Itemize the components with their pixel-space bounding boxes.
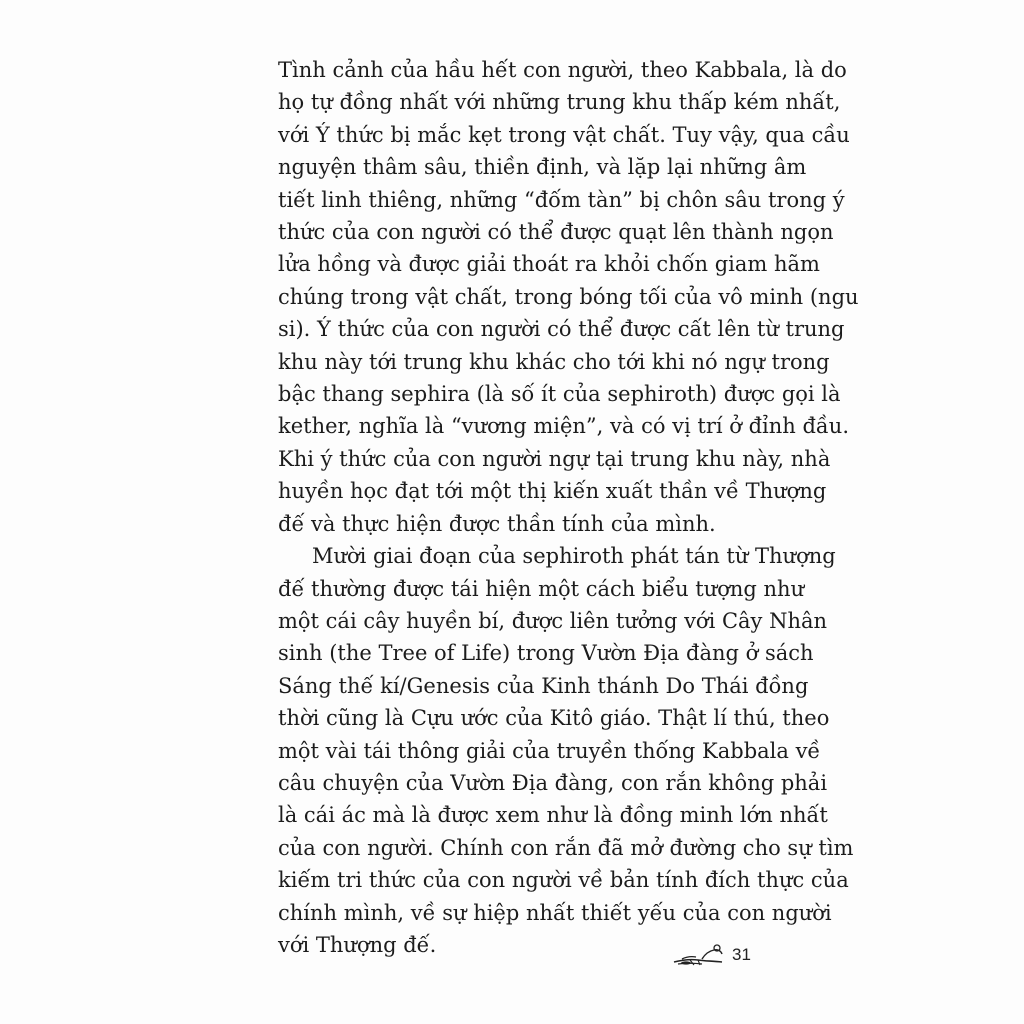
page-number: 31 (732, 945, 751, 964)
page-footer (672, 940, 751, 970)
text-line: đế và thực hiện được thần tính của mình. (278, 511, 716, 536)
text-line: Khi ý thức của con người ngự tại trung khu này, nhà (278, 446, 831, 471)
text-line: si). Ý thức của con người có thể được cất lên từ trung (278, 317, 845, 342)
text-line: sinh (the Tree of Life) trong Vườn Địa đàng ở sách (278, 641, 814, 666)
text-line: của con người. Chính con rắn đã mở đường cho sự tìm (278, 835, 854, 860)
text-line: khu này tới trung khu khác cho tới khi nó ngự trong (278, 349, 830, 374)
text-line: tiết linh thiêng, những “đốm tàn” bị chôn sâu trong ý (278, 187, 845, 212)
text-line: câu chuyện của Vườn Địa đàng, con rắn không phải (278, 770, 828, 795)
body-text (278, 54, 859, 961)
text-line: chúng trong vật chất, trong bóng tối của vô minh (ngu (278, 284, 859, 309)
text-line: với Thượng đế. (278, 932, 437, 957)
reclining-figure-icon (672, 942, 728, 968)
text-line: Sáng thế kí/Genesis của Kinh thánh Do Thái đồng (278, 673, 809, 698)
text-line: bậc thang sephira (là số ít của sephiroth) được gọi là (278, 382, 841, 407)
text-line: thức của con người có thể được quạt lên thành ngọn (278, 220, 834, 245)
paragraph-2 (278, 540, 854, 961)
text-line: với Ý thức bị mắc kẹt trong vật chất. Tuy vậy, qua cầu (278, 122, 850, 147)
text-line: là cái ác mà là được xem như là đồng minh lớn nhất (278, 803, 828, 828)
text-line: chính mình, về sự hiệp nhất thiết yếu của con người (278, 900, 832, 925)
text-line: lửa hồng và được giải thoát ra khỏi chốn giam hãm (278, 252, 820, 277)
text-line: huyền học đạt tới một thị kiến xuất thần về Thượng (278, 479, 827, 504)
text-line: nguyện thâm sâu, thiền định, và lặp lại những âm (278, 155, 807, 180)
text-line: kiếm tri thức của con người về bản tính đích thực của (278, 868, 849, 893)
paragraph-1 (278, 54, 859, 540)
text-line: Mười giai đoạn của sephiroth phát tán từ Thượng (312, 544, 836, 569)
text-line: thời cũng là Cựu ước của Kitô giáo. Thật lí thú, theo (278, 706, 830, 731)
text-line: họ tự đồng nhất với những trung khu thấp kém nhất, (278, 90, 841, 115)
text-line: đế thường được tái hiện một cách biểu tượng như (278, 576, 805, 601)
text-line: kether, nghĩa là “vương miện”, và có vị trí ở đỉnh đầu. (278, 414, 849, 439)
text-line: Tình cảnh của hầu hết con người, theo Kabbala, là do (278, 58, 847, 82)
text-line: một cái cây huyền bí, được liên tưởng với Cây Nhân (278, 608, 828, 633)
text-line: một vài tái thông giải của truyền thống Kabbala về (278, 738, 821, 763)
